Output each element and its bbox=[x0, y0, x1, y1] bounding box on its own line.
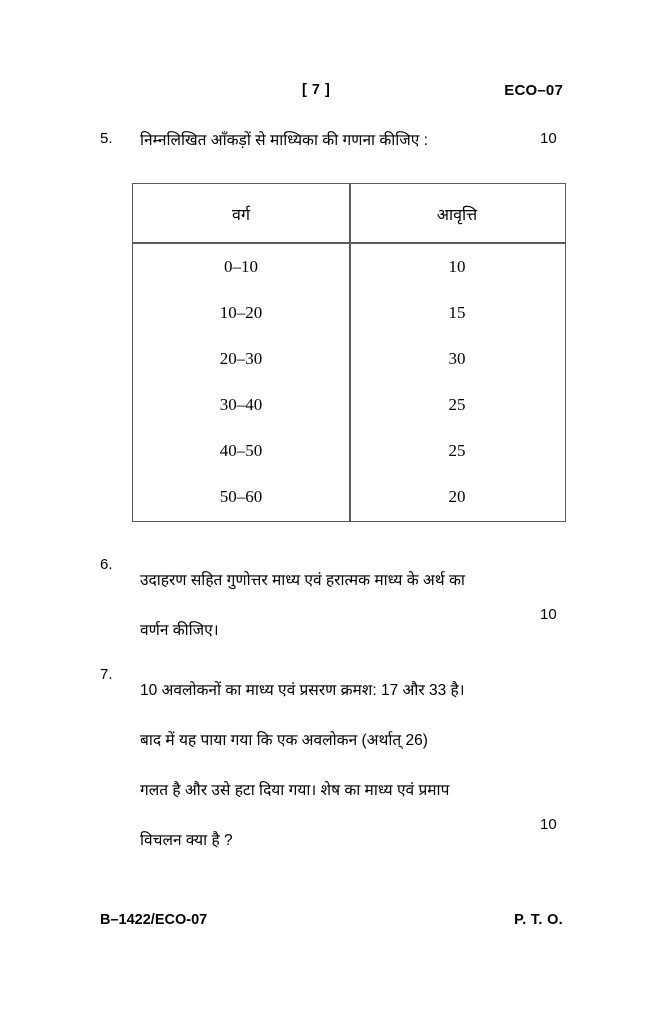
question-5-marks: 10 bbox=[540, 130, 557, 147]
question-7-line-1: 10 अवलोकनों का माध्य एवं प्रसरण क्रमश: 17 और 33 है। bbox=[140, 682, 465, 699]
cell-frequency: 20 bbox=[448, 487, 466, 506]
frequency-distribution-table bbox=[132, 183, 566, 522]
table-row bbox=[133, 382, 565, 428]
question-5 bbox=[100, 130, 563, 152]
page-header bbox=[100, 82, 563, 106]
question-7-line-4: विचलन क्या है ? bbox=[140, 832, 233, 849]
table-row bbox=[133, 336, 565, 382]
table-header-frequency: आवृत्ति bbox=[436, 207, 478, 224]
question-6-body bbox=[140, 556, 563, 656]
cell-class: 0–10 bbox=[224, 257, 258, 276]
cell-frequency: 15 bbox=[448, 303, 466, 322]
question-7-number: 7. bbox=[100, 666, 113, 683]
question-6 bbox=[100, 556, 563, 656]
question-7-body bbox=[140, 666, 563, 866]
question-7-marks: 10 bbox=[540, 816, 557, 833]
page-footer bbox=[100, 912, 563, 934]
table-row bbox=[133, 428, 565, 474]
table-header-class: वर्ग bbox=[232, 207, 250, 224]
question-7 bbox=[100, 666, 563, 866]
cell-class: 10–20 bbox=[219, 303, 263, 322]
paper-code: ECO–07 bbox=[504, 82, 563, 99]
cell-class: 20–30 bbox=[219, 349, 263, 368]
cell-frequency: 25 bbox=[448, 395, 466, 414]
question-5-body bbox=[140, 130, 563, 152]
question-7-line-2: बाद में यह पाया गया कि एक अवलोकन (अर्थात् 26) bbox=[140, 732, 428, 749]
table-header-row bbox=[133, 184, 565, 242]
table-row bbox=[133, 474, 565, 520]
cell-class: 40–50 bbox=[219, 441, 263, 460]
footer-pto-label: P. T. O. bbox=[514, 912, 563, 928]
footer-paper-code: B–1422/ECO-07 bbox=[100, 912, 208, 928]
question-6-line-2: वर्णन कीजिए। bbox=[140, 622, 219, 639]
question-5-number: 5. bbox=[100, 130, 113, 147]
cell-frequency: 25 bbox=[448, 441, 466, 460]
cell-frequency: 30 bbox=[448, 349, 466, 368]
question-5-line-1: निम्नलिखित आँकड़ों से माध्यिका की गणना कीजिए : bbox=[140, 132, 428, 149]
cell-class: 50–60 bbox=[219, 487, 263, 506]
cell-frequency: 10 bbox=[448, 257, 466, 276]
table-row bbox=[133, 244, 565, 290]
table-row bbox=[133, 290, 565, 336]
cell-class: 30–40 bbox=[219, 395, 263, 414]
table-body bbox=[133, 244, 565, 520]
question-7-line-3: गलत है और उसे हटा दिया गया। शेष का माध्य एवं प्रमाप bbox=[140, 782, 450, 799]
question-6-marks: 10 bbox=[540, 606, 557, 623]
question-6-line-1: उदाहरण सहित गुणोत्तर माध्य एवं हरात्मक माध्य के अर्थ का bbox=[140, 572, 465, 589]
question-6-number: 6. bbox=[100, 556, 113, 573]
page-number: [ 7 ] bbox=[302, 82, 331, 98]
